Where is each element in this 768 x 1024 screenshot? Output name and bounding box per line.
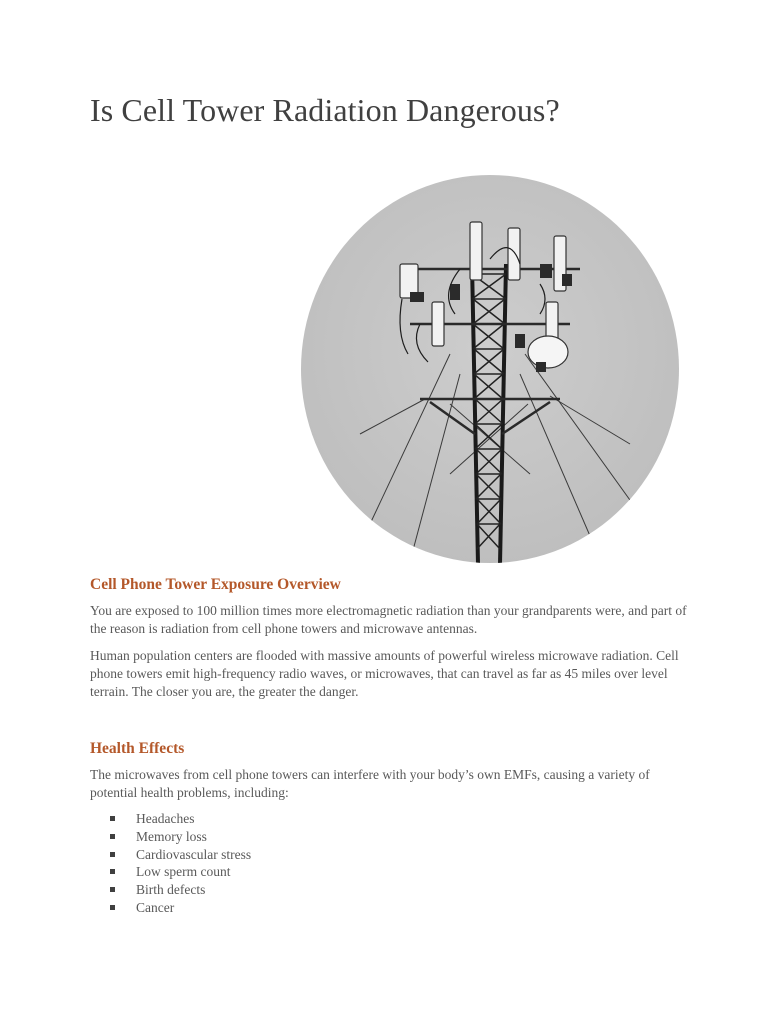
paragraph-health-intro: The microwaves from cell phone towers can interfere with your body’s own EMFs, causing a variety of potential health problems, including: [90, 767, 650, 800]
paragraph-population-centers: Human population centers are flooded with massive amounts of powerful wireless microwave radiation. Cell phone towers emit high-frequency radio waves, or microwaves, that can travel as far as 45 miles over level terrain. The closer you are, the greater the danger. [90, 648, 679, 699]
list-item: Low sperm count [110, 863, 251, 881]
square-bullet-icon [110, 887, 115, 892]
list-item: Memory loss [110, 828, 251, 846]
list-item: Cardiovascular stress [110, 846, 251, 864]
section-heading-health-effects: Health Effects [90, 740, 185, 757]
square-bullet-icon [110, 852, 115, 857]
paragraph-exposure-intro: You are exposed to 100 million times more electromagnetic radiation than your grandparents were, and part of the reason is radiation from cell phone towers and microwave antennas. [90, 603, 687, 636]
list-item: Headaches [110, 810, 251, 828]
health-effects-list [110, 810, 251, 917]
page-title: Is Cell Tower Radiation Dangerous? [90, 92, 560, 128]
square-bullet-icon [110, 834, 115, 839]
section-heading-exposure-overview: Cell Phone Tower Exposure Overview [90, 576, 341, 593]
list-item: Birth defects [110, 881, 251, 899]
cell-tower-photo [300, 174, 680, 564]
square-bullet-icon [110, 869, 115, 874]
list-item: Cancer [110, 899, 251, 917]
square-bullet-icon [110, 816, 115, 821]
square-bullet-icon [110, 905, 115, 910]
